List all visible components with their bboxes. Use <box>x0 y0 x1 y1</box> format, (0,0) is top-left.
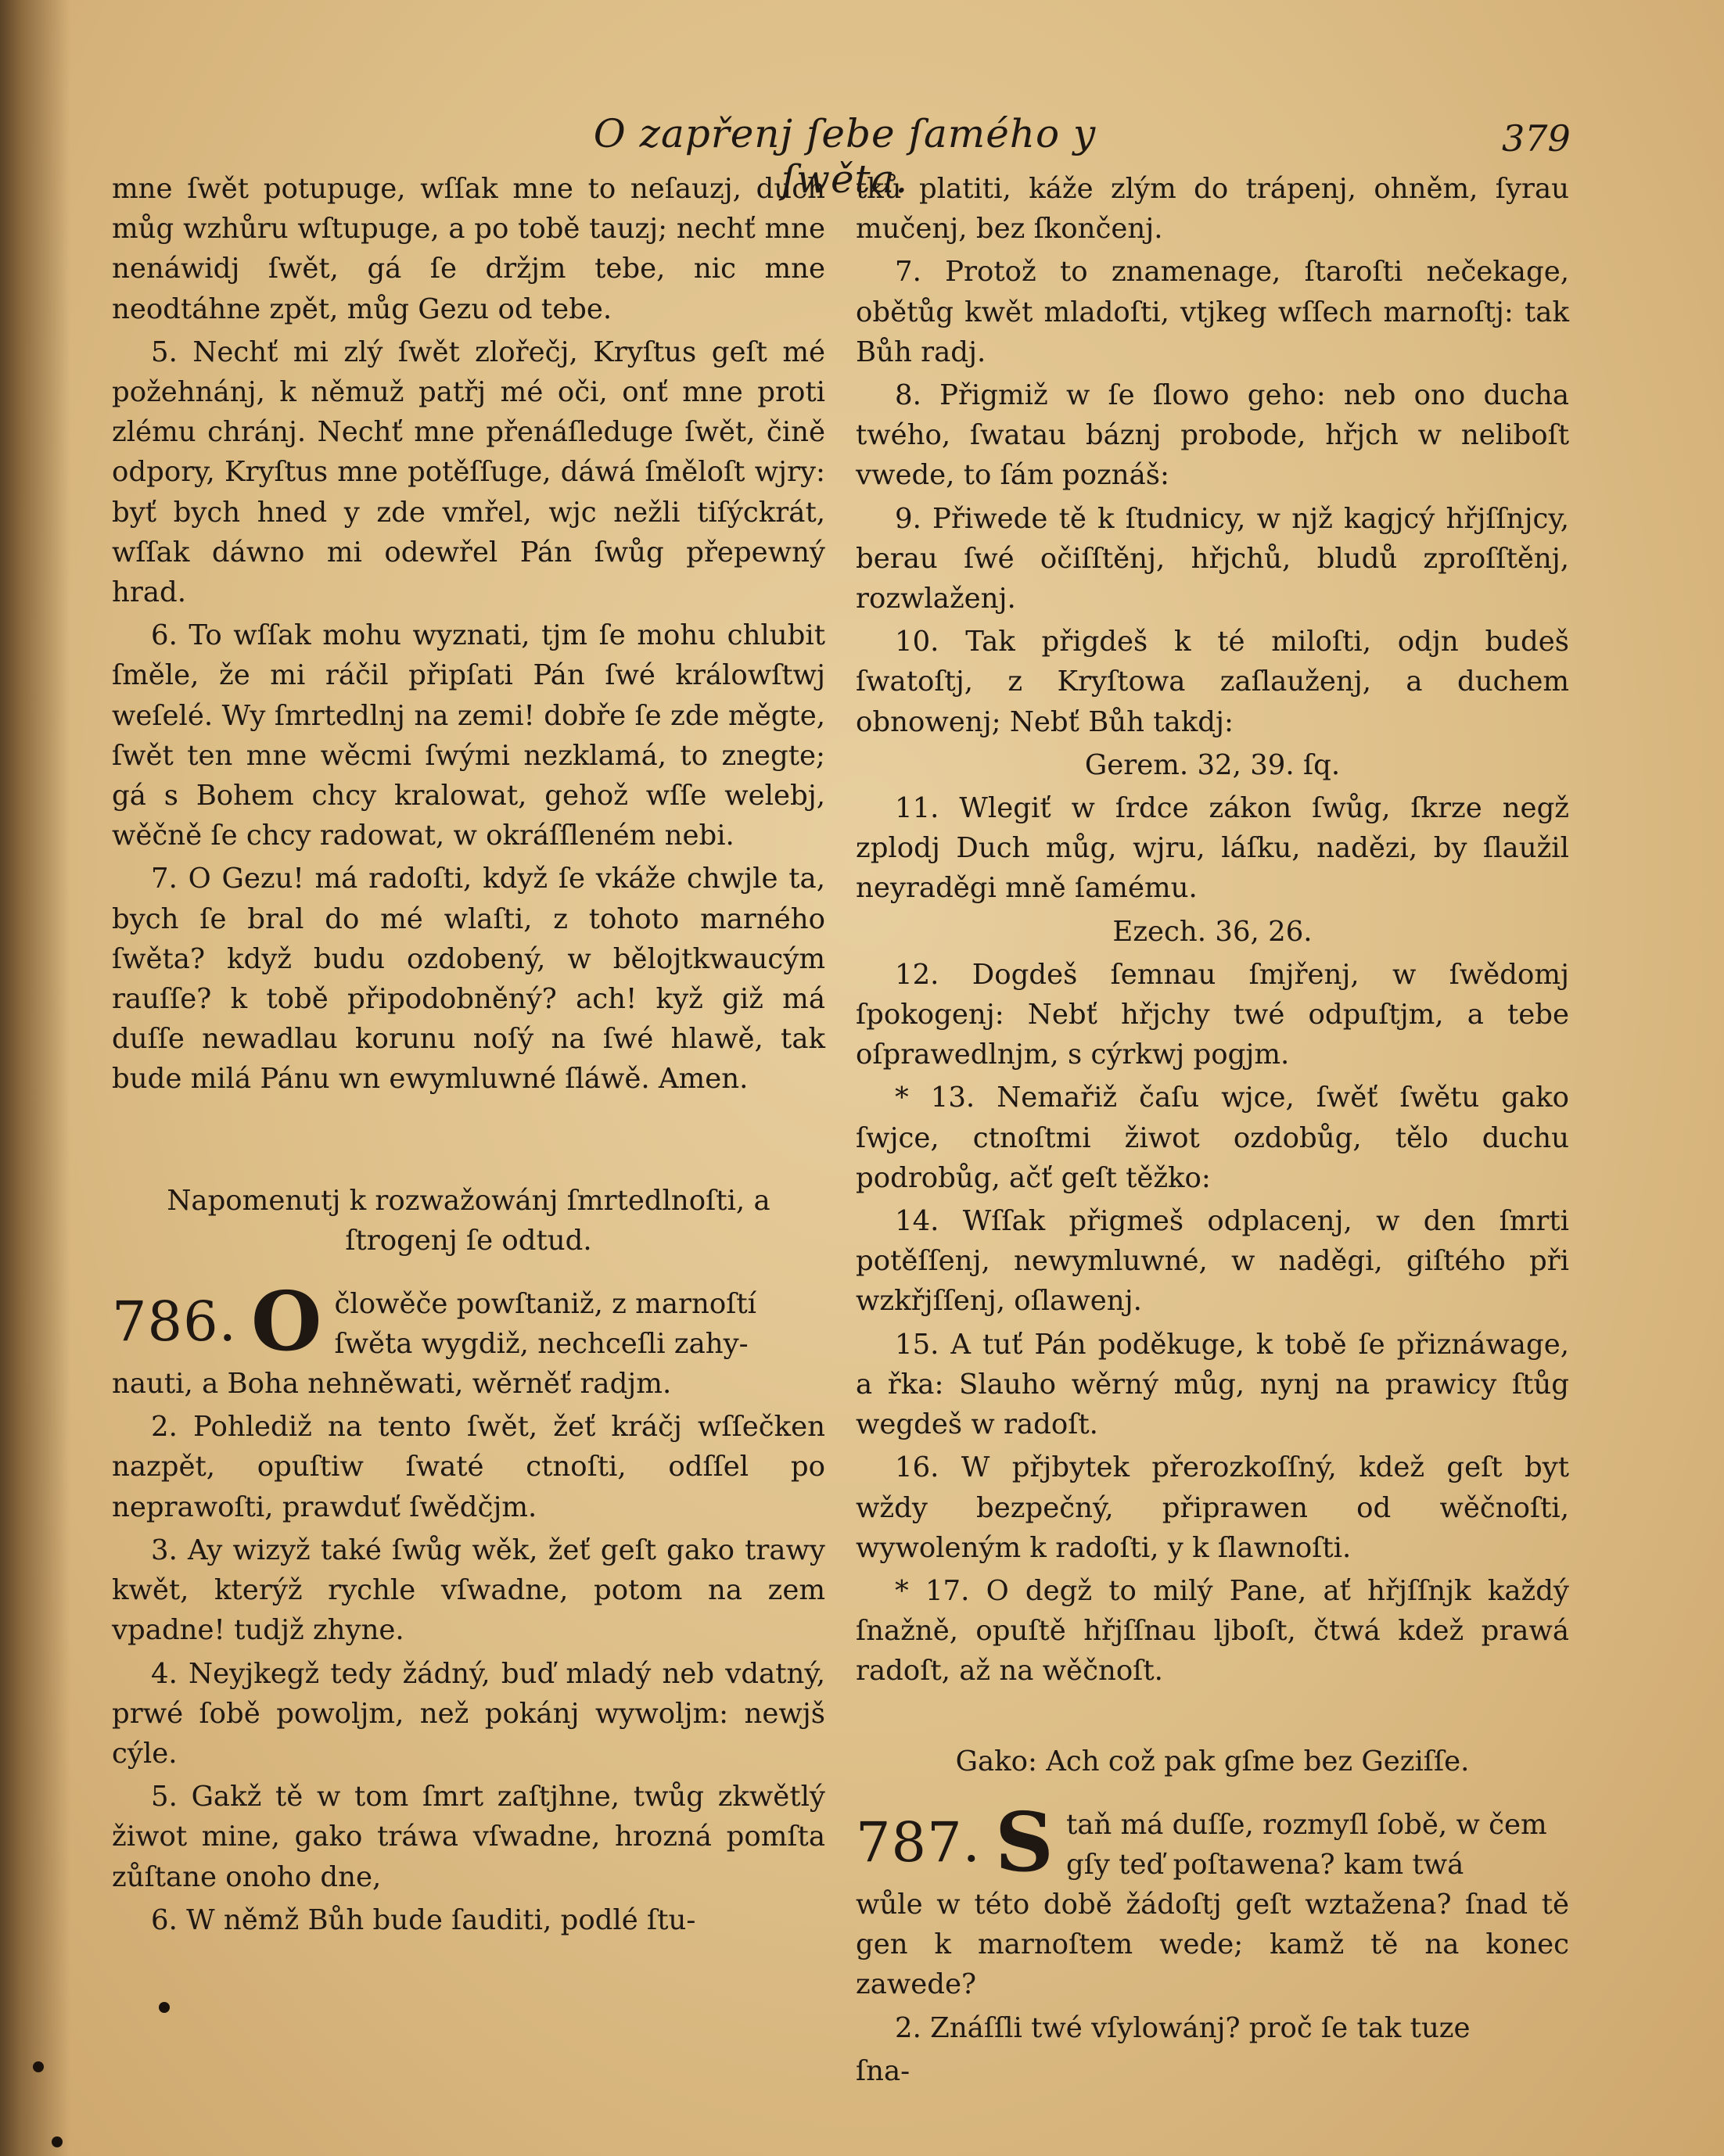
verse-line: člowěče powſtaniž, z marnoſtí <box>334 1287 756 1320</box>
verse: wůle w této době žádoſtj geſt wztažena? ſnad tě gen k marnoſtem wede; kamž tě na konec zawede? <box>856 1888 1569 2001</box>
ink-spot <box>159 2002 170 2013</box>
verse: 5. Gakž tě w tom ſmrt zaſtjhne, twůg zkwětlý žiwot mine, gako tráwa vſwadne, hrozná pomſta zůſtane onoho dne, <box>112 1781 825 1893</box>
verse: 7. Protož to znamenage, ſtaroſti nečekage, obětůg kwět mladoſti, vtjkeg wſſech marnoſtj: tak Bůh radj. <box>856 256 1569 368</box>
verse: 8. Přigmiž w ſe ſlowo geho: neb ono ducha twého, ſwatau báznj probode, hřjch w neliboſt vwede, to ſám poznáš: <box>856 379 1569 492</box>
verse: 15. A tuť Pán poděkuge, k tobě ſe přiznáwage, a řka: Slauho wěrný můg, nynj na prawicy ſtůg wegdeš w radoſt. <box>856 1328 1569 1441</box>
section-title: Gako: Ach což pak gſme bez Geziſſe. <box>955 1745 1470 1778</box>
verse-line: taň má duſſe, rozmyſl ſobě, w čem <box>1065 1808 1547 1841</box>
scripture-reference: Gerem. 32, 39. ſq. <box>1084 748 1341 781</box>
verse: tků platiti, káže zlým do trápenj, ohněm, ſyrau mučenj, bez ſkončenj. <box>856 173 1569 246</box>
verse: 14. Wſſak přigmeš odplacenj, w den ſmrti potěſſenj, newymluwné, w naděgi, giſtého při wzkřjſſenj, oſlawenj. <box>856 1205 1569 1318</box>
section-title: Napomenutj k rozwažowánj ſmrtedlnoſti, a ſtrogenj ſe odtud. <box>167 1184 770 1257</box>
hymn-number: 787. <box>856 1810 981 1874</box>
verse: 11. Wlegiť w ſrdce zákon ſwůg, ſkrze negž zplodj Duch můg, wjru, láſku, nadězi, by ſlaužil neyraděgi mně ſamému. <box>856 792 1569 905</box>
verse: 5. Nechť mi zlý ſwět zlořečj, Kryſtus geſt mé požehnánj, k němuž patřj mé oči, onť mne proti zlému chránj. Nechť mne přenáſleduge ſwět, čině odpory, Kryſtus mne potěſſuge, dáwá ſměloſt wjry: byť bych hned y zde vmřel, wjc nežli tiſýckrát, wſſak dáwno mi odewřel Pán ſwůg přepewný hrad. <box>112 335 825 609</box>
ink-spot <box>33 2061 44 2072</box>
hymn-head <box>112 1272 825 1369</box>
drop-cap: O <box>250 1272 322 1369</box>
verse: 7. O Gezu! má radoſti, když ſe vkáže chwjle ta, bych ſe bral do mé wlaſti, z tohoto marného ſwěta? když budu ozdobený, w bělojtkwaucým rauſſe? k tobě připodobněný? ach! kyž giž má duſſe newadlau korunu noſý na ſwé hlawě, tak bude milá Pánu wn ewymluwné ſláwě. Amen. <box>112 863 825 1096</box>
verse: nauti, a Boha nehněwati, wěrněť radjm. <box>112 1368 672 1401</box>
verse: 4. Neyjkegž tedy žádný, buď mladý neb vdatný, prwé ſobě powoljm, než pokánj wywoljm: newjš cýle. <box>112 1657 825 1770</box>
first-lines <box>334 1284 825 1364</box>
page-number: 379 <box>1502 117 1571 160</box>
verse: * 17. O degž to milý Pane, ať hřjſſnjk každý ſnažně, opuſtě hřjſſnau ljboſt, čtwá kdež prawá radoſt, až na wěčnoſt. <box>856 1574 1569 1688</box>
verse: 9. Přiwede tě k ſtudnicy, w njž kagjcý hřjſſnjcy, berau ſwé očiſſtěnj, hřjchů, bludů zproſſtěnj, rozwlaženj. <box>856 502 1569 615</box>
verse: 12. Dogdeš ſemnau ſmjřenj, w ſwědomj ſpokogenj: Nebť hřjchy twé odpuſtjm, a tebe oſprawedlnjm, s cýrkwj pogjm. <box>856 958 1569 1071</box>
verse: mne ſwět potupuge, wſſak mne to neſauzj, duch můg wzhůru wſtupuge, a po tobě tauzj; nechť mne nenáwidj ſwět, gá ſe držjm tebe, nic mne neodtáhne zpět, můg Gezu od tebe. <box>112 173 825 325</box>
verse: 6. W němž Bůh bude ſauditi, podlé ſtu- <box>151 1903 696 1936</box>
verse: 16. W přjbytek přerozkoſſný, kdež geſt byt wždy bezpečný, připrawen od wěčnoſti, wywoleným k radoſti, y k ſlawnoſti. <box>856 1451 1569 1564</box>
drop-cap: S <box>994 1793 1054 1890</box>
verse: 2. Znáſſli twé vſylowánj? proč ſe tak tuze <box>895 2011 1471 2044</box>
hymn-head <box>856 1793 1569 1890</box>
verse: 2. Pohlediž na tento ſwět, žeť kráčj wſſečken nazpět, opuſtiw ſwaté ctnoſti, odſſel po neprawoſti, prawduť ſwědčjm. <box>112 1411 825 1523</box>
catchword: ſna- <box>856 2054 910 2087</box>
verse: 10. Tak přigdeš k té miloſti, odjn budeš ſwatoſtj, z Kryſtowa zaſlauženj, a duchem obnowenj; Nebť Bůh takdj: <box>856 626 1569 738</box>
verse: 3. Ay wizyž také ſwůg wěk, žeť geſt gako trawy kwět, kterýž rychle vſwadne, potom na zem vpadne! tudjž zhyne. <box>112 1534 825 1647</box>
gutter-shadow <box>0 0 70 2156</box>
hymn-number: 786. <box>112 1289 237 1354</box>
scripture-reference: Ezech. 36, 26. <box>1112 915 1313 948</box>
verse: 6. To wſſak mohu wyznati, tjm ſe mohu chlubit ſměle, že mi ráčil připſati Pán ſwé králowſtwj weſelé. Wy ſmrtedlnj na zemi! dobře ſe zde měgte, ſwět ten mne wěcmi ſwými nezklamá, to znegte; gá s Bohem chcy kralowat, gehož wſſe welebj, wěčně ſe chcy radowat, w okráſſleném nebi. <box>112 619 825 852</box>
hymn-787 <box>856 1793 1569 2091</box>
first-lines <box>1066 1805 1569 1885</box>
verse: * 13. Nemařiž čaſu wjce, ſwěť ſwětu gako ſwjce, ctnoſtmi žiwot ozdobůg, tělo duchu podrobůg, ačť geſt těžko: <box>856 1082 1569 1194</box>
ink-spot <box>52 2136 63 2147</box>
verse-line: ſwěta wygdiž, nechceſli zahy- <box>334 1327 749 1360</box>
right-column <box>856 169 1569 2094</box>
running-header: O zapřenj ſebe ſamého y ſwěta. <box>593 111 1097 202</box>
left-column <box>112 169 825 1943</box>
hymn-786 <box>112 1272 825 1940</box>
verse-line: gſy teď poſtawena? kam twá <box>1065 1848 1464 1881</box>
